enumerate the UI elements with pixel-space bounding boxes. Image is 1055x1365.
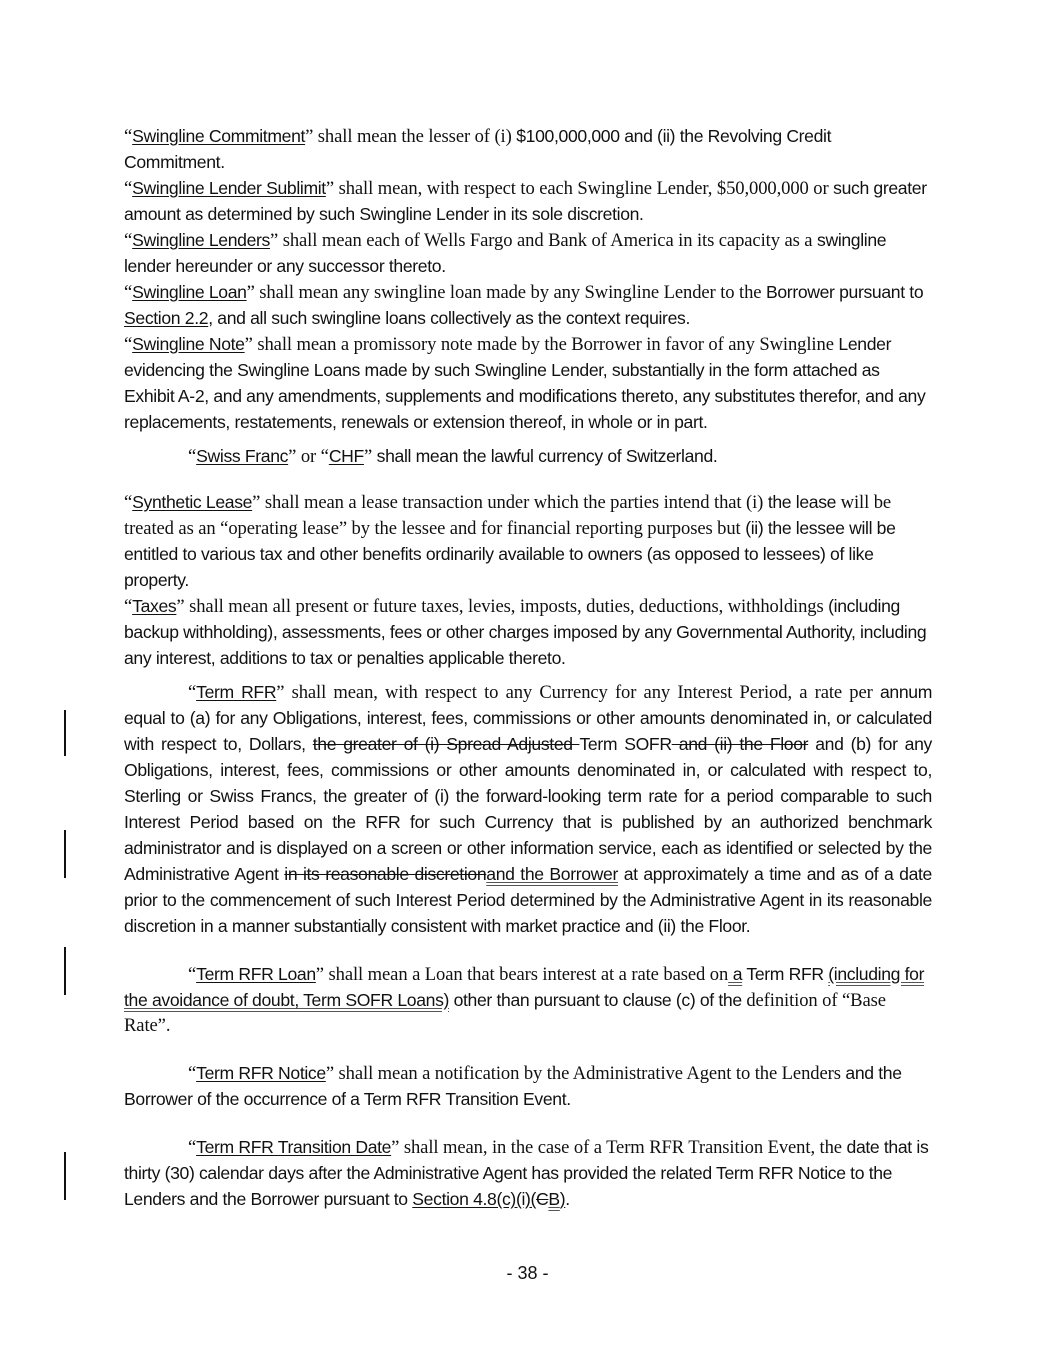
defined-term: Synthetic Lease (132, 492, 253, 512)
deleted-text: the greater of (i) Spread Adjusted (312, 734, 580, 754)
definition-term-rfr-notice: “Term RFR Notice” shall mean a notification by the Administrative Agent to the Lenders and the Borrower of the occurrence of a Term RFR Transition Event. (124, 1063, 902, 1109)
section-reference: ) (559, 1189, 566, 1209)
definition-swingline-loan: “Swingline Loan” shall mean any swingline loan made by any Swingline Lender to the Borrower pursuant to Section 2.2, and all such swingline loans collectively as the context requires. (124, 282, 924, 328)
section-reference: Section 4.8(c)(i)( (412, 1189, 537, 1209)
definition-synthetic-lease: “Synthetic Lease” shall mean a lease transaction under which the parties intend that (i) the lease will be treated as an “operating lease” by the lessee and for financial reporting purposes but (ii) the lessee will be entitled to various tax and other benefits ordinarily available to owners (as opposed to lessees) of like property. (124, 492, 896, 590)
definition-term-rfr-transition-date: “Term RFR Transition Date” shall mean, in the case of a Term RFR Transition Event, the date that is thirty (30) calendar days after the Administrative Agent has provided the related Term RFR Notice to the Lenders and the Borrower pursuant to Section 4.8(c)(i)(CB). (124, 1137, 929, 1209)
definition-swingline-lenders: “Swingline Lenders” shall mean each of Wells Fargo and Bank of America in its capacity as a swingline lender hereunder or any successor thereto. (124, 230, 887, 276)
defined-term: Term RFR (196, 682, 277, 702)
defined-term: Swingline Loan (132, 282, 247, 302)
change-bar (64, 710, 66, 756)
defined-term: Swingline Note (132, 334, 245, 354)
definitions-body (124, 124, 932, 1213)
defined-term: Taxes (132, 596, 177, 616)
change-bar (64, 947, 66, 995)
definition-term-rfr: “Term RFR” shall mean, with respect to any Currency for any Interest Period, a rate per annum equal to (a) for any Obligations, interest, fees, commissions or other amounts denominated in, or calculated with respect to, Dollars, the greater of (i) Spread Adjusted Term SOFR and (ii) the Floor and (b) for any Obligations, interest, fees, commissions or other amounts denominated in, or calculated with respect to, Sterling or Swiss Francs, the greater of (i) the forward-looking term rate for a period comparable to such Interest Period based on the RFR for such Currency that is published by an authorized benchmark administrator and is displayed on a screen or other information service, each as identified or selected by the Administrative Agent in its reasonable discretionand the Borrower at approximately a time and as of a date prior to the commencement of such Interest Period determined by the Administrative Agent in its reasonable discretion in a manner substantially consistent with market practice and (ii) the Floor. (124, 682, 933, 936)
inserted-text: (including for the avoidance of doubt, Term SOFR Loans) (124, 964, 925, 1010)
definition-taxes: “Taxes” shall mean all present or future taxes, levies, imposts, duties, deductions, withholdings (including backup withholding), assessments, fees or other charges imposed by any Governmental Authority, including any interest, additions to tax or penalties applicable thereto. (124, 596, 927, 668)
defined-term: Term RFR Notice (196, 1063, 326, 1083)
defined-term: Swiss Franc (196, 446, 289, 466)
inserted-text: B (548, 1189, 560, 1209)
defined-term: Term RFR Transition Date (196, 1137, 392, 1157)
section-reference: Section 2.2 (124, 308, 209, 328)
change-bar (64, 1152, 66, 1200)
page-number: - 38 - (506, 1263, 549, 1283)
defined-term: Swingline Lender Sublimit (132, 178, 326, 198)
definition-swingline-note: “Swingline Note” shall mean a promissory note made by the Borrower in favor of any Swingline Lender evidencing the Swingline Loans made by such Swingline Lender, substantially in the form attached as Exhibit A-2, and any amendments, supplements and modifications thereto, any substitutes therefor, and any replacements, restatements, renewals or extension thereof, in whole or in part. (124, 334, 926, 432)
defined-term: Swingline Commitment (132, 126, 306, 146)
deleted-text: C (536, 1189, 549, 1209)
inserted-text: a (728, 964, 743, 984)
defined-term: Swingline Lenders (132, 230, 270, 250)
definition-term-rfr-loan: “Term RFR Loan” shall mean a Loan that bears interest at a rate based on a Term RFR (including for the avoidance of doubt, Term SOFR Loans) other than pursuant to clause (c) of the definition of “Base Rate”. (124, 964, 925, 1036)
defined-term: Term RFR Loan (196, 964, 316, 984)
definition-swingline-commitment: “Swingline Commitment” shall mean the lesser of (i) $100,000,000 and (ii) the Revolving Credit Commitment. (124, 126, 832, 172)
deleted-text: and (ii) the Floor (671, 734, 809, 754)
defined-term: CHF (328, 446, 364, 466)
definition-swingline-lender-sublimit: “Swingline Lender Sublimit” shall mean, with respect to each Swingline Lender, $50,000,000 or such greater amount as determined by such Swingline Lender in its sole discretion. (124, 178, 927, 224)
inserted-text: and the Borrower (486, 864, 618, 884)
definition-swiss-franc: “Swiss Franc” or “CHF” shall mean the lawful currency of Switzerland. (188, 446, 718, 467)
deleted-text: in its reasonable discretion (284, 864, 487, 884)
change-bar (64, 830, 66, 878)
